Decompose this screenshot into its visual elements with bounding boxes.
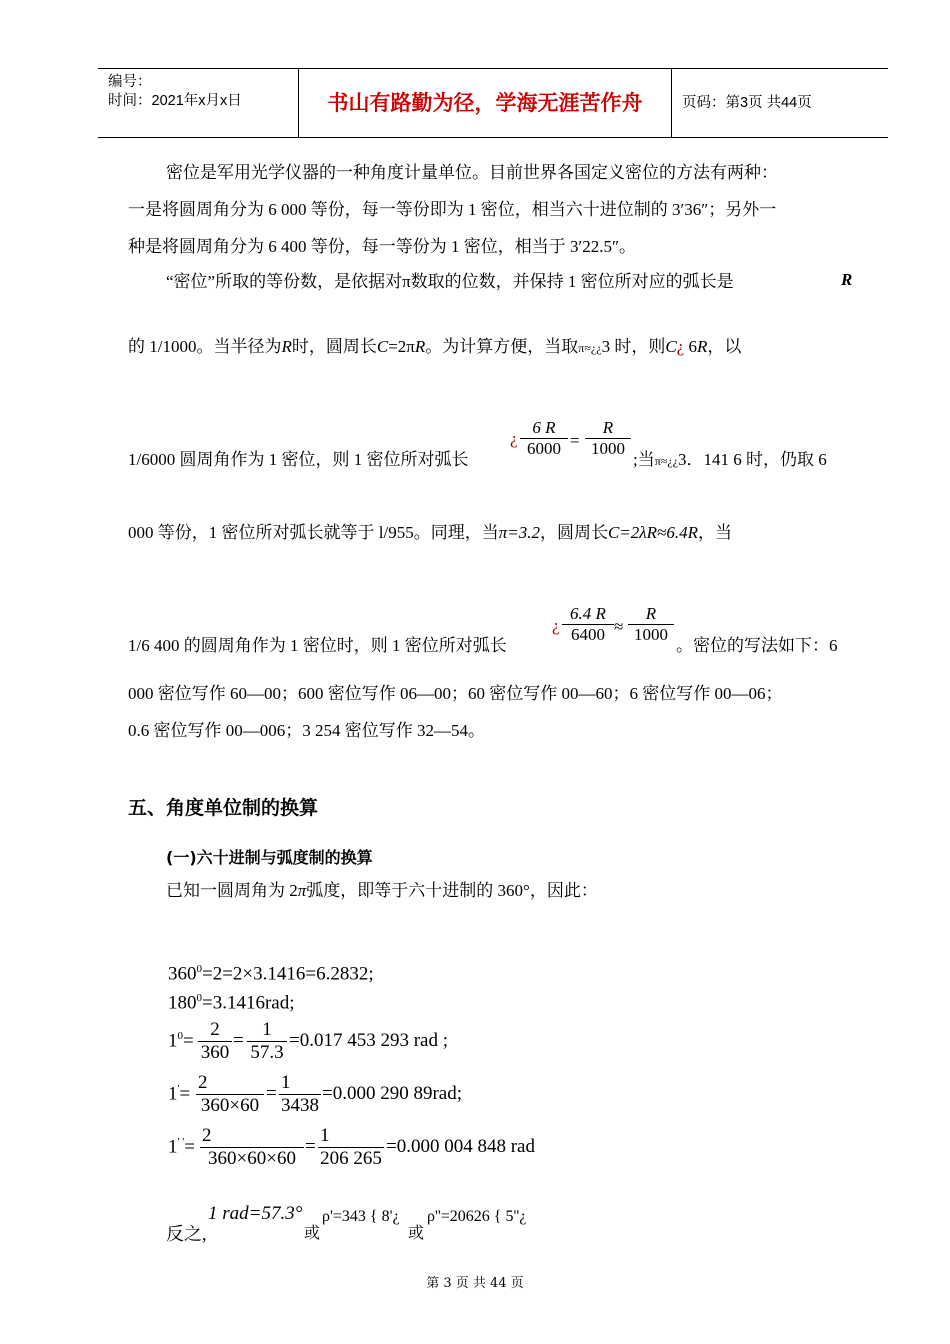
eq-base: 1: [168, 1083, 178, 1105]
p2-var: R: [281, 337, 292, 356]
intro-text: 已知一圆周角为 2: [166, 881, 298, 900]
eq-sup: ': [177, 1083, 180, 1095]
p2-var: C: [665, 337, 677, 356]
fraction-r-1000: [585, 418, 631, 459]
fraction-numerator: 1: [262, 1019, 272, 1040]
p2-text: 3 时，则: [601, 337, 666, 356]
eq-rest: =3.1416rad;: [202, 992, 295, 1014]
p2-approx: ≈: [614, 617, 624, 636]
equation-degree-base: [168, 1030, 194, 1052]
p2-text: ;当: [633, 450, 655, 469]
equation-180: [168, 992, 295, 1014]
p2-formula: π=3.2: [498, 523, 540, 542]
fraction-denominator: 1000: [591, 439, 625, 458]
fraction-numerator: 2: [198, 1072, 208, 1093]
p2-formula: C=2λR≈6.4R: [607, 523, 698, 542]
fraction-64r-6400: [562, 604, 614, 645]
p2-var: C: [376, 337, 389, 356]
paragraph-2-line-7: 0.6 密位写作 00—006；3 254 密位写作 32—54。: [128, 721, 485, 740]
fraction-numerator: R: [645, 604, 657, 623]
fraction-denominator: 3438: [281, 1095, 319, 1116]
fraction-numerator: R: [602, 418, 614, 437]
p2-symbol: ¿: [676, 337, 685, 356]
p2-approx: π≈¿¿: [654, 454, 679, 468]
eq-base: 180: [168, 992, 197, 1014]
section-intro: [166, 880, 598, 902]
header-meta-cell: [98, 69, 299, 137]
inverse-label: 反之,: [166, 1224, 207, 1244]
fraction-1-573: [247, 1019, 287, 1064]
intro-text: 弧度，即等于六十进制的 360°，因此：: [306, 881, 598, 900]
eq-sup: 0: [196, 963, 202, 975]
p2-text: 3．141 6 时，仍取 6: [678, 450, 827, 469]
inverse-rad: 1 rad=57.3°: [208, 1203, 303, 1224]
p2-text: ，圆周长: [539, 523, 608, 542]
p2-eq: =2π: [388, 337, 415, 356]
eq-sign: =: [233, 1030, 244, 1051]
inverse-or-1: 或: [304, 1225, 321, 1242]
p2-text: ，以: [707, 337, 742, 356]
equation-degree-result: =0.017 453 293 rad ;: [289, 1030, 449, 1051]
eq-sign: =: [179, 1083, 191, 1105]
code-label: 编号：: [108, 74, 152, 90]
p2-symbol: ¿: [510, 429, 518, 448]
p2-eq: =: [570, 431, 580, 450]
fraction-numerator: 1: [320, 1125, 330, 1146]
fraction-numerator: 2: [202, 1125, 212, 1146]
eq-base: 1: [168, 1136, 178, 1158]
p2-symbol: ¿: [552, 616, 560, 635]
fraction-1-3438: [279, 1072, 321, 1117]
p2-var: R: [414, 337, 426, 356]
eq-base: 360: [168, 963, 197, 985]
fraction-denominator: 6000: [527, 439, 561, 458]
eq-sup: ' ': [177, 1136, 185, 1148]
fraction-2-360x60: [196, 1072, 264, 1117]
eq-sup: 0: [177, 1030, 183, 1042]
paragraph-2-line-5a: 1/6 400 的圆周角作为 1 密位时，则 1 密位所对弧长: [128, 636, 507, 655]
paragraph-2-line-4: [128, 522, 732, 544]
p2-text: “密位”所取的等份数，是依据对π数取的位数，并保持 1 密位所对应的弧长是: [166, 272, 734, 291]
fraction-2-360: [198, 1019, 232, 1064]
fraction-denominator: 1000: [634, 625, 668, 644]
paragraph-2-line-6: 000 密位写作 60—00；600 密位写作 06—00；60 密位写作 00—60；6 密位写作 00—06；: [128, 684, 783, 703]
intro-pi: π: [297, 881, 307, 900]
fraction-denominator: 360×60×60: [208, 1148, 296, 1169]
p2-text: 000 等份，1 密位所对弧长就等于 l/955。同理，当: [128, 523, 499, 542]
fraction-2-360x60x60: [200, 1125, 304, 1170]
p2-text: 6: [684, 337, 697, 356]
page-header: [98, 68, 888, 138]
eq-sup: 0: [196, 992, 202, 1004]
fraction-numerator: 6.4 R: [570, 604, 606, 623]
fraction-1-206265: [318, 1125, 384, 1170]
eq-sign: =: [266, 1083, 277, 1104]
fraction-numerator: 1: [281, 1072, 291, 1093]
subsection-heading: (一)六十进制与弧度制的换算: [166, 848, 373, 867]
inverse-rho-1: ρ'=343 { 8'¿: [322, 1208, 400, 1225]
paragraph-1-line-3: 种是将圆周角分为 6 400 等份，每一等份为 1 密位，相当于 3′22.5″。: [128, 237, 637, 256]
page-footer: 第 3 页 共 44 页: [426, 1276, 524, 1291]
paragraph-2-line-3b: [633, 449, 827, 472]
p2-text: 的 1/1000。当半径为: [128, 337, 282, 356]
header-motto: 书山有路勤为径，学海无涯苦作舟: [299, 69, 672, 137]
fraction-denominator: 57.3: [250, 1042, 284, 1063]
fraction-denominator: 6400: [571, 625, 605, 644]
paragraph-2-line-5b: 。密位的写法如下：6: [676, 636, 838, 655]
eq-sign: =: [183, 1030, 194, 1052]
section-heading: 五、角度单位制的换算: [128, 797, 319, 819]
equation-second-result: =0.000 004 848 rad: [386, 1136, 535, 1157]
inverse-or-2: 或: [408, 1225, 425, 1242]
fraction-r-1000-b: [628, 604, 674, 645]
time-label: 时间：2021年x月x日: [108, 93, 242, 109]
paragraph-2-line-2: [128, 336, 741, 359]
eq-sign: =: [305, 1136, 316, 1157]
paragraph-1-line-2: 一是将圆周角分为 6 000 等份，每一等份即为 1 密位，相当六十进位制的 3′36″；另外一: [128, 200, 777, 219]
fraction-numerator: 6 R: [532, 418, 556, 437]
p2-var-r: R: [841, 270, 853, 289]
fraction-denominator: 360×60: [200, 1095, 260, 1116]
eq-sign: =: [184, 1136, 195, 1158]
equation-minute-base: [168, 1083, 190, 1105]
equation-minute-result: =0.000 290 89rad;: [322, 1083, 463, 1104]
eq-rest: =2=2×3.1416=6.2832;: [202, 963, 374, 985]
equation-second-base: [168, 1136, 195, 1158]
fraction-denominator: 360: [200, 1042, 230, 1063]
eq-base: 1: [168, 1030, 178, 1052]
p2-var: R: [696, 337, 708, 356]
paragraph-1-line-1: 密位是军用光学仪器的一种角度计量单位。目前世界各国定义密位的方法有两种：: [166, 163, 778, 182]
paragraph-2-line-1: [166, 271, 734, 293]
p2-approx: π≈¿¿: [578, 341, 602, 355]
header-page-info: 页码：第3页 共44页: [682, 95, 812, 111]
fraction-numerator: 2: [210, 1019, 220, 1040]
p2-text: ，当: [697, 523, 732, 542]
p2-text: 。为计算方便，当取: [425, 337, 579, 356]
equation-360: [168, 963, 374, 985]
fraction-6r-6000: [520, 418, 568, 459]
p2-text: 时，圆周长: [291, 337, 377, 356]
paragraph-2-line-3a: 1/6000 圆周角作为 1 密位，则 1 密位所对弧长: [128, 450, 469, 469]
inverse-rho-2: ρ''=20626 { 5''¿: [427, 1208, 527, 1225]
fraction-denominator: 206 265: [320, 1148, 382, 1169]
